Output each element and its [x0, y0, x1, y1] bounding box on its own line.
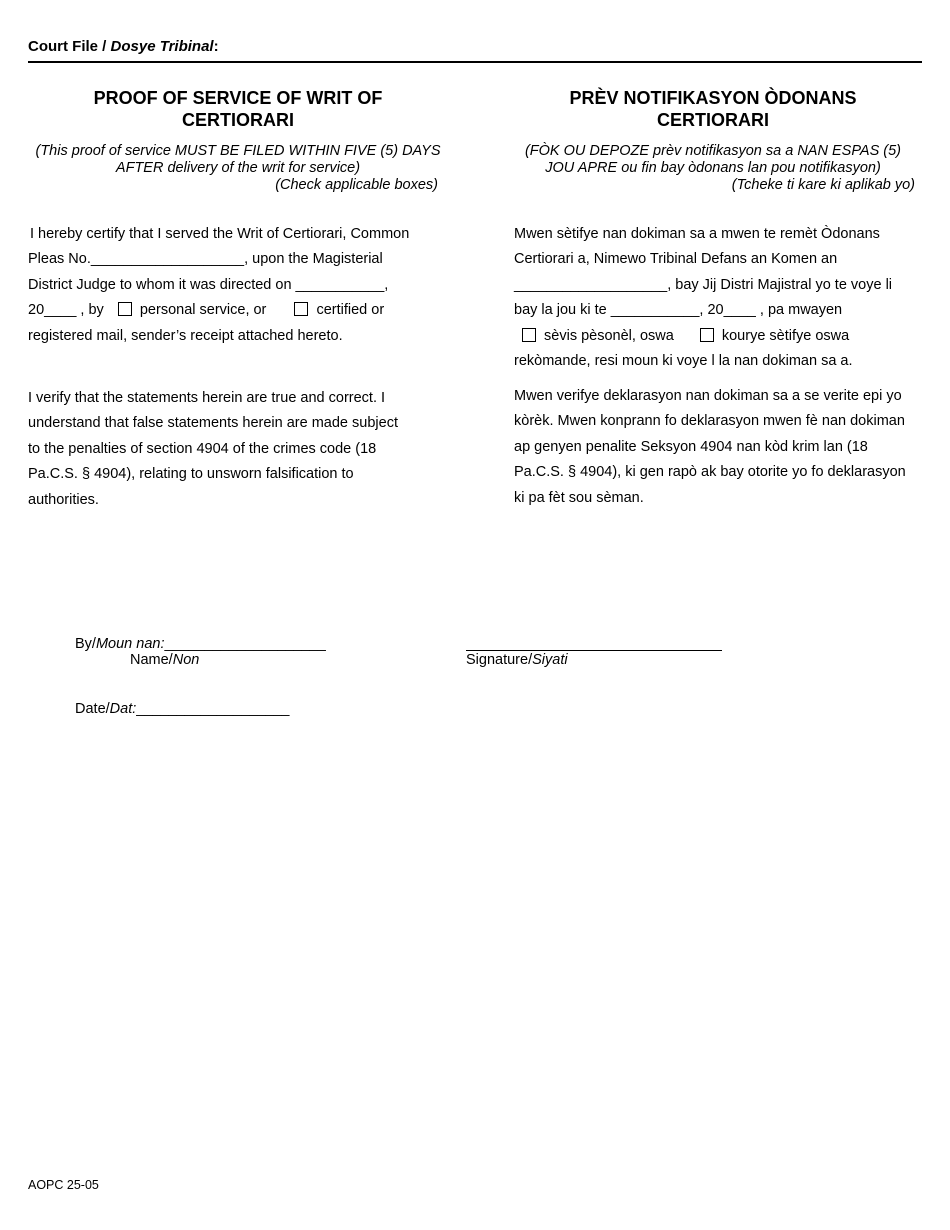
english-note-line2: AFTER delivery of the writ for service): [115, 160, 361, 176]
creole-certification: [514, 222, 924, 374]
creole-certified-mail-checkbox[interactable]: [700, 328, 714, 342]
creole-note-line2: JOU APRE ou fin bay òdonans lan pou notifikasyon): [545, 160, 881, 176]
creole-cert-line4: bay la jou ki te ___________, 20____ , pa mwayen: [514, 302, 843, 319]
english-certification: [28, 222, 448, 349]
english-cert-line3: District Judge to whom it was directed on ___________,: [28, 276, 389, 293]
signature-label-ht: Siyati: [532, 652, 568, 668]
by-blank: ____________________: [164, 636, 326, 652]
english-cert-line1: I hereby certify that I served the Writ of Certiorari, Common: [30, 226, 410, 242]
creole-title: [503, 87, 923, 131]
english-year-by: 20____ , by: [28, 302, 104, 319]
creole-verify-line2: kòrèk. Mwen konprann fo deklarasyon mwen fè nan dokiman: [514, 413, 905, 430]
english-cert-line4: [28, 298, 448, 323]
creole-personal-service-label: sèvis pèsonèl, oswa: [544, 327, 674, 344]
court-file-label: [28, 38, 219, 55]
creole-verify-line3: ap genyen penalite Seksyon 4904 nan kòd krim lan (18: [514, 438, 868, 455]
english-filing-note: [28, 143, 448, 194]
english-certified-mail-label: certified or: [316, 302, 385, 319]
english-cert-line2: Pleas No.___________________, upon the Magisterial: [28, 251, 383, 268]
english-verify-line4: Pa.C.S. § 4904), relating to unsworn falsification to: [28, 466, 354, 483]
date-blank: ___________________: [136, 701, 290, 717]
english-title-line2: CERTIORARI: [182, 110, 294, 130]
creole-cert-line2: Certiorari a, Nimewo Tribinal Defans an Komen an: [514, 251, 838, 268]
english-personal-service-checkbox[interactable]: [118, 302, 132, 316]
date-label-ht: Dat:: [109, 701, 137, 717]
by-label-en: By/: [75, 636, 96, 652]
by-label-ht: Moun nan:: [95, 636, 165, 652]
creole-title-line2: CERTIORARI: [657, 110, 769, 130]
creole-verify-line4: Pa.C.S. § 4904), ki gen rapò ak bay otorite yo fo deklarasyon: [514, 464, 906, 481]
creole-note-line3: (Tcheke ti kare ki aplikab yo): [731, 177, 915, 193]
english-cert-line5: registered mail, sender’s receipt attached hereto.: [28, 327, 343, 344]
court-file-colon: :: [213, 38, 219, 55]
creole-certified-mail-label: kourye sètifye oswa: [721, 327, 850, 344]
court-file-label-ht: Dosye Tribinal: [110, 38, 214, 55]
creole-cert-line3: ___________________, bay Jij Distri Majistral yo te voye li: [514, 276, 893, 293]
english-verify-line5: authorities.: [28, 491, 99, 508]
english-certified-mail-checkbox[interactable]: [294, 302, 308, 316]
creole-title-line1: PRÈV NOTIFIKASYON ÒDONANS: [569, 88, 857, 108]
english-note-line3: (Check applicable boxes): [275, 177, 438, 193]
creole-verify-line5: ki pa fèt sou sèman.: [514, 489, 644, 506]
date-field[interactable]: [75, 701, 290, 717]
english-verify-line3: to the penalties of section 4904 of the crimes code (18: [28, 440, 377, 457]
date-label-en: Date/: [75, 701, 110, 717]
signature-label-en: Signature/: [466, 652, 533, 668]
name-label-en: Name/: [130, 652, 173, 668]
english-title: [28, 87, 448, 131]
by-name-field[interactable]: [75, 636, 326, 652]
english-title-line1: PROOF OF SERVICE OF WRIT OF: [93, 88, 383, 108]
signature-caption: [466, 652, 568, 668]
signature-line[interactable]: [466, 650, 722, 651]
name-caption: [130, 652, 199, 668]
english-note-line1: (This proof of service MUST BE FILED WITHIN FIVE (5) DAYS: [35, 143, 441, 159]
header-divider: [28, 61, 922, 63]
creole-cert-line1: Mwen sètifye nan dokiman sa a mwen te remèt Òdonans: [514, 226, 880, 242]
creole-filing-note: [503, 143, 923, 194]
creole-verify-line1: Mwen verifye deklarasyon nan dokiman sa a se verite epi yo: [514, 388, 902, 404]
english-verification: [28, 386, 448, 513]
creole-verification: [514, 384, 924, 511]
creole-cert-line5: [514, 324, 924, 349]
creole-personal-service-checkbox[interactable]: [522, 328, 536, 342]
form-code: AOPC 25-05: [28, 1178, 99, 1192]
creole-note-line1: (FÒK OU DEPOZE prèv notifikasyon sa a NAN ESPAS (5): [524, 143, 902, 159]
name-label-ht: Non: [172, 652, 200, 668]
english-verify-line1: I verify that the statements herein are true and correct. I: [28, 390, 386, 406]
creole-cert-line6: rekòmande, resi moun ki voye l la nan dokiman sa a.: [514, 353, 853, 370]
english-verify-line2: understand that false statements herein are made subject: [28, 415, 398, 432]
court-file-label-en: Court File /: [28, 38, 107, 55]
english-personal-service-label: personal service, or: [139, 302, 267, 319]
